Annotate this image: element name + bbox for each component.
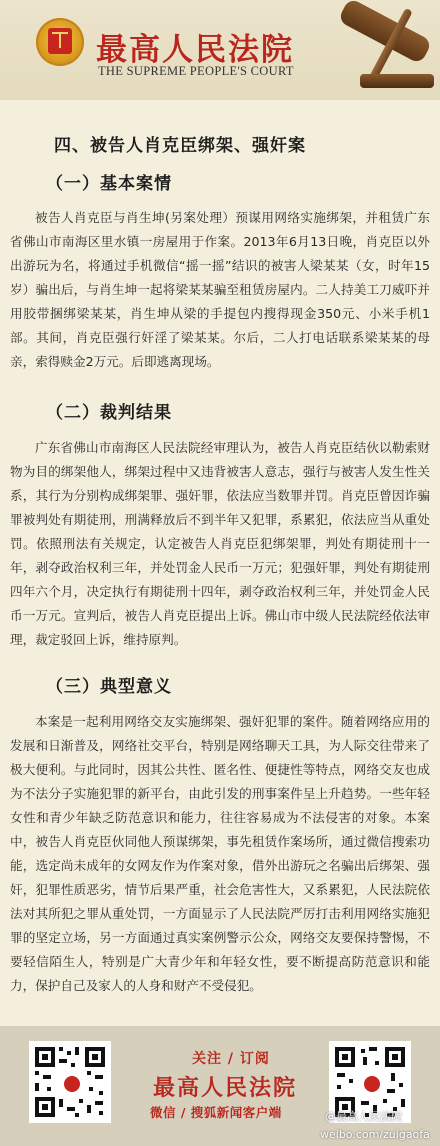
court-name: 最高人民法院: [96, 32, 294, 68]
follow-subscribe-label: 关注 / 订阅: [192, 1051, 270, 1067]
weibo-watermark-handle: @最高人民法院: [325, 1110, 402, 1123]
court-emblem-icon: [36, 18, 84, 66]
weibo-watermark-url: weibo.com/zuigaofa: [320, 1128, 430, 1141]
section-body-3: 本案是一起利用网络交友实施绑架、强奸犯罪的案件。随着网络应用的发展和日渐普及，网络社交平台，特别是网络聊天工具，为人际交往带来了极大便利。与此同时，因其公共性、匿名性、便捷性等特点，网络交友也成为不法分子实施犯罪的新平台，由此引发的刑事案件呈上升趋势。一些年轻女性和青少年缺乏防范意识和能力，往往容易成为不法侵害的对象。本案中，被告人肖克臣伙同他人预谋绑架，事先租赁作案场所，通过微信搜索功能，选定尚未成年的女网友作为作案对象，借外出游玩之名骗出后绑架、强奸，犯罪性质恶劣，情节后果严重，社会危害性大，又系累犯，人民法院依法对其所犯之罪从重处罚，一方面显示了人民法院严厉打击利用网络实施犯罪的坚定立场，另一方面通过真实案例警示公众，网络交友要保持警惕，不要轻信陌生人，特别是广大青少年和年轻女性，要不断提高防范意识和能力，保护自己及家人的人身和财产不受侵犯。: [10, 714, 430, 993]
footer-channels: 微信 / 搜狐新闻客户端: [150, 1105, 282, 1120]
section-heading-2: （二）裁判结果: [46, 403, 172, 423]
header-banner: [0, 0, 440, 100]
article-title: 四、被告人肖克臣绑架、强奸案: [54, 136, 306, 156]
section-body-1: 被告人肖克臣与肖生坤(另案处理）预谋用网络实施绑架，并租赁广东省佛山市南海区里水镇一房屋用于作案。2013年6月13日晚，肖克臣以外出游玩为名，将通过手机微信“摇一摇”结识的被害人梁某某（女，时年15岁）骗出后，与肖生坤一起将梁某某骗至租赁房屋内。二人持美工刀威吓并用胶带捆绑梁某某，肖生坤从梁的手提包内搜得现金350元、小米手机1部。其间，肖克臣强行奸淫了梁某某。尔后，二人打电话联系梁某某的母亲，索得赎金2万元。后即逃离现场。: [10, 210, 430, 369]
court-name-en: THE SUPREME PEOPLE'S COURT: [98, 64, 294, 78]
section-heading-1: （一）基本案情: [46, 174, 172, 194]
section-body-2: 广东省佛山市南海区人民法院经审理认为，被告人肖克臣结伙以勒索财物为目的绑架他人，绑架过程中又违背被害人意志，强行与被害人发生性关系，其行为分别构成绑架罪、强奸罪，依法应当数罪并罚。肖克臣曾因诈骗罪被判处有期徒刑，刑满释放后不到半年又犯罪，系累犯，依法应当从重处罚。依照刑法有关规定，认定被告人肖克臣犯绑架罪，判处有期徒刑十一年，剥夺政治权利三年，并处罚金人民币一万元；犯强奸罪，判处有期徒刑四年六个月，决定执行有期徒刑十四年，剥夺政治权利三年，并处罚金人民币一万元。宣判后，被告人肖克臣提出上诉。佛山市中级人民法院经依法审理，裁定驳回上诉，维持原判。: [10, 440, 430, 647]
footer-court-name: 最高人民法院: [153, 1076, 298, 1101]
gavel-block: [360, 74, 434, 88]
section-heading-3: （三）典型意义: [46, 677, 172, 697]
qr-code-wechat: [29, 1041, 111, 1123]
